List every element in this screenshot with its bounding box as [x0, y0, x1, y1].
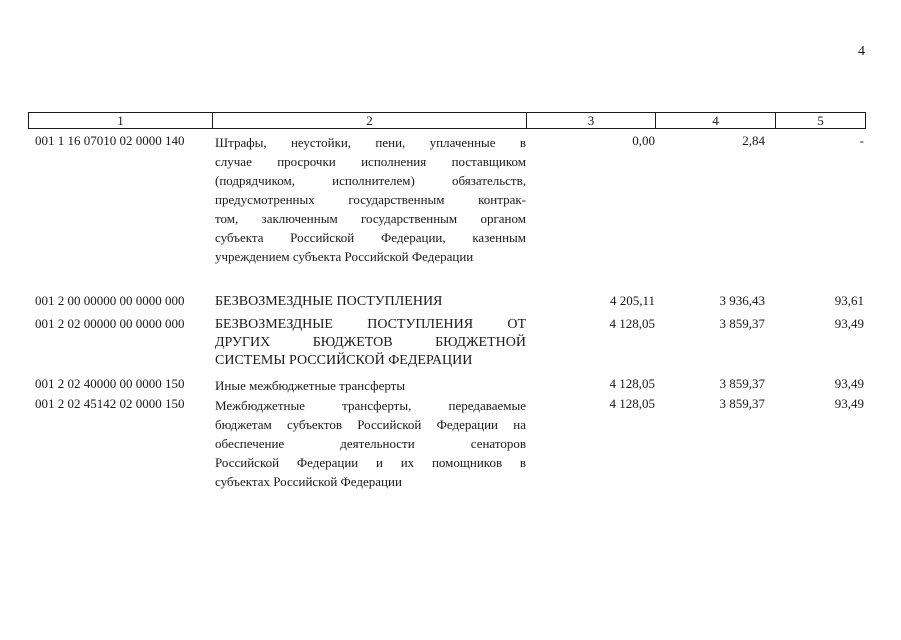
description-line: том, заключенным государственным органом	[215, 211, 526, 226]
header-col-1: 1	[29, 113, 213, 128]
header-col-4: 4	[656, 113, 776, 128]
description-line: субъектах Российской Федерации	[215, 474, 402, 489]
row-description	[215, 293, 526, 311]
value-col-3: 4 205,11	[609, 293, 655, 308]
value-col-4: 2,84	[742, 133, 765, 148]
row-code: 001 2 02 45142 02 0000 150	[35, 396, 185, 411]
description-line: субъекта Российской Федерации, казенным	[215, 230, 526, 245]
header-col-2: 2	[213, 113, 527, 128]
header-col-5: 5	[817, 113, 824, 128]
value-col-3: 4 128,05	[609, 396, 655, 411]
value-col-5: 93,61	[834, 293, 864, 308]
description-line: ДРУГИХ БЮДЖЕТОВ БЮДЖЕТНОЙ	[215, 335, 526, 350]
value-col-3: 4 128,05	[609, 316, 655, 331]
row-code: 001 2 02 40000 00 0000 150	[35, 376, 185, 391]
page-number: 4	[858, 44, 865, 59]
header-col-3: 3	[527, 113, 656, 128]
description-line: обеспечение деятельности сенаторов	[215, 436, 526, 451]
row-code: 001 2 02 00000 00 0000 000	[35, 316, 185, 331]
value-col-3: 4 128,05	[609, 376, 655, 391]
description-line: Штрафы, неустойки, пени, уплаченные в	[215, 135, 526, 150]
value-col-4: 3 936,43	[719, 293, 765, 308]
description-line: Межбюджетные трансферты, передаваемые	[215, 398, 526, 413]
value-col-4: 3 859,37	[719, 376, 765, 391]
row-description	[215, 133, 526, 266]
description-line: учреждением субъекта Российской Федерации	[215, 249, 474, 264]
value-col-5: 93,49	[834, 396, 864, 411]
value-col-3: 0,00	[632, 133, 655, 148]
description-line: предусмотренных государственным контрак-	[215, 192, 526, 207]
description-line: случае просрочки исполнения поставщиком	[215, 154, 526, 169]
value-col-5: 93,49	[834, 376, 864, 391]
description-line: (подрядчиком, исполнителем) обязательств,	[215, 173, 526, 188]
table-header-row	[28, 112, 866, 129]
value-col-5: 93,49	[834, 316, 864, 331]
value-col-5: -	[859, 133, 864, 148]
row-description	[215, 376, 526, 395]
description-line: БЕЗВОЗМЕЗДНЫЕ ПОСТУПЛЕНИЯ	[215, 294, 443, 309]
description-line: бюджетам субъектов Российской Федерации на	[215, 417, 526, 432]
row-code: 001 2 00 00000 00 0000 000	[35, 293, 185, 308]
row-description	[215, 396, 526, 491]
description-line: Российской Федерации и их помощников в	[215, 455, 526, 470]
row-description	[215, 316, 526, 370]
description-line: БЕЗВОЗМЕЗДНЫЕ ПОСТУПЛЕНИЯ ОТ	[215, 317, 526, 332]
description-line: Иные межбюджетные трансферты	[215, 378, 406, 393]
description-line: СИСТЕМЫ РОССИЙСКОЙ ФЕДЕРАЦИИ	[215, 353, 473, 368]
value-col-4: 3 859,37	[719, 396, 765, 411]
row-code: 001 1 16 07010 02 0000 140	[35, 133, 185, 148]
value-col-4: 3 859,37	[719, 316, 765, 331]
